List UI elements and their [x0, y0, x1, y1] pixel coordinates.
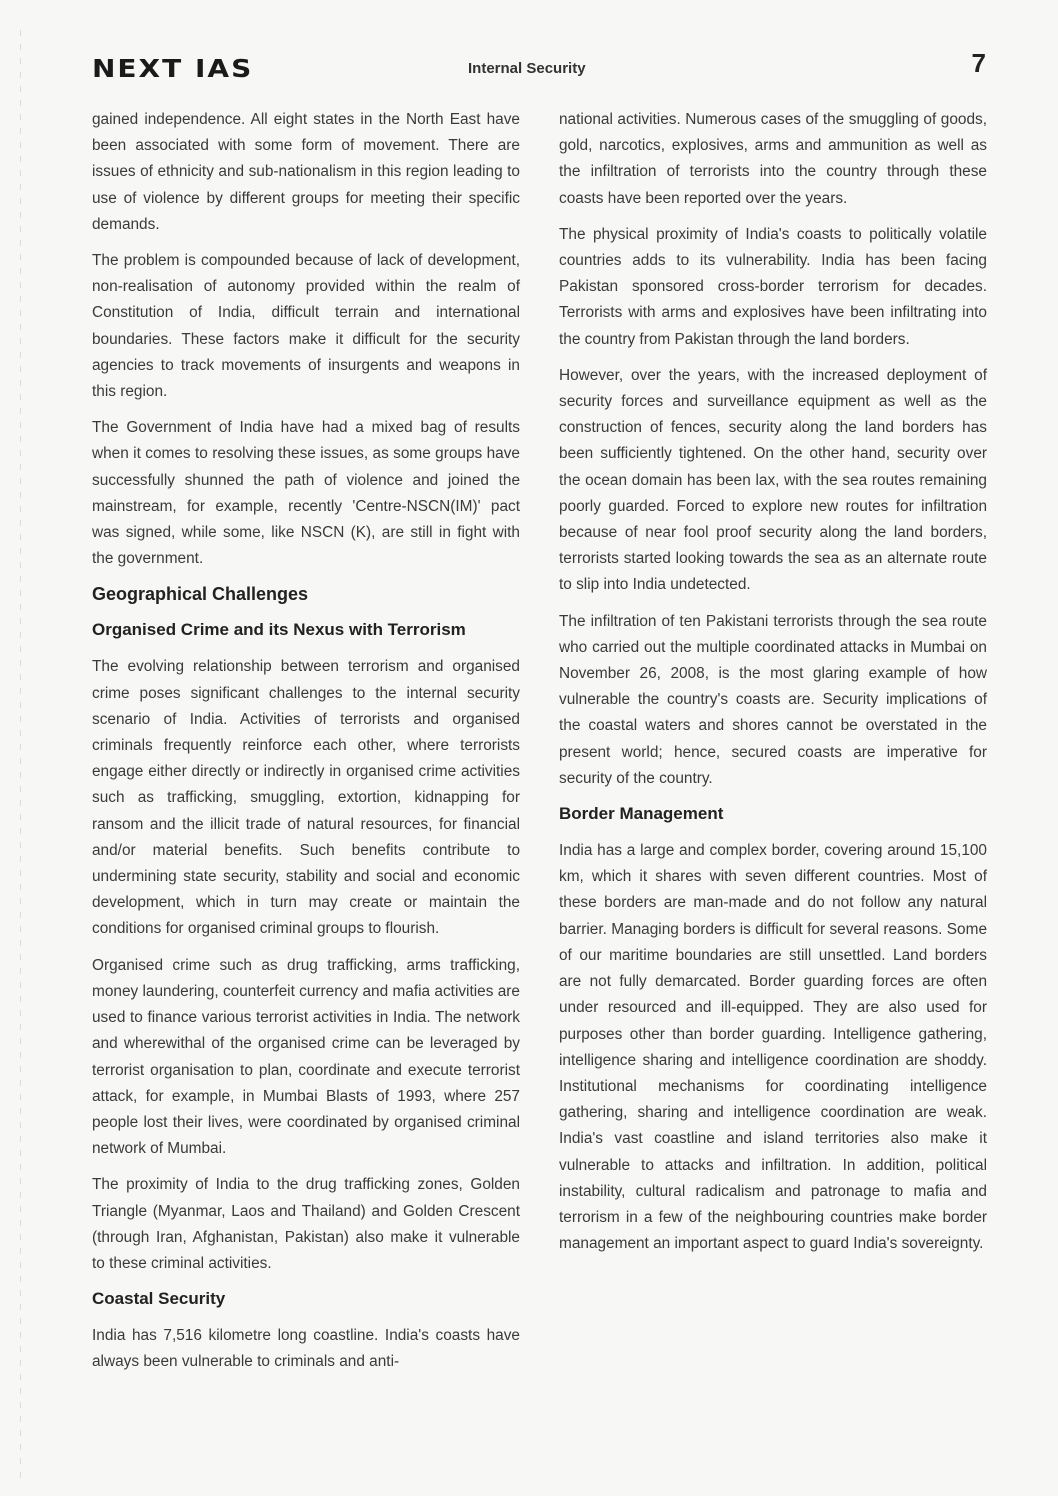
heading-organised-crime: Organised Crime and its Nexus with Terrorism: [92, 620, 466, 640]
paragraph: India has 7,516 kilometre long coastline. India's coasts have always been vulnerable to criminals and anti-: [92, 1327, 520, 1371]
paragraph: The physical proximity of India's coasts to politically volatile countries adds to its vulnerability. India has been facing Pakistan sponsored cross-border terrorism for decades. Terrorists with arms and explosives have been infiltrating into the country from Pakistan through the land borders.: [559, 225, 987, 348]
left-column: [92, 107, 520, 1386]
paragraph: India has a large and complex border, covering around 15,100 km, which it shares with seven different countries. Most of these borders are man-made and do not follow any natural barrier. Managing borders is difficult for several reasons. Some of our maritime boundaries are still unsettled. Land borders are not fully demarcated. Border guarding forces are often under resourced and ill-equipped. They are also used for purposes other than border guarding. Intelligence gathering, intelligence sharing and intelligence coordination are shoddy. Institutional mechanisms for coordinating intelligence gathering, sharing and intelligence coordination are weak. India's vast coastline and island territories also make it vulnerable to attacks and infiltration. In addition, political instability, cultural radicalism and patronage to mafia and terrorism in a few of the neighbouring countries make border management an important aspect to guard India's sovereignty.: [559, 842, 987, 1253]
paragraph: The proximity of India to the drug trafficking zones, Golden Triangle (Myanmar, Laos and Thailand) and Golden Crescent (through Iran, Afghanistan, Pakistan) also make it vulnerable to these criminal activities.: [92, 1176, 520, 1272]
heading-geographical-challenges: Geographical Challenges: [92, 584, 309, 605]
paragraph: The problem is compounded because of lack of development, non-realisation of autonomy provided within the realm of Constitution of India, difficult terrain and international boundaries. These factors make it difficult for the security agencies to track movements of insurgents and weapons in this region.: [92, 252, 520, 401]
paragraph: The Government of India have had a mixed bag of results when it comes to resolving these issues, as some groups have successfully shunned the path of violence and joined the mainstream, for example, recently 'Centre-NSCN(IM)' pact was signed, while some, like NSCN (K), are still in fight with the government.: [92, 419, 520, 568]
scan-edge-mark: [20, 30, 21, 1486]
right-column: [559, 107, 987, 1267]
heading-coastal-security: Coastal Security: [92, 1289, 226, 1309]
paragraph: The evolving relationship between terrorism and organised crime poses significant challenges to the internal security scenario of India. Activities of terrorists and organised criminals frequently reinforce each other, where terrorists engage either directly or indirectly in organised crime activities such as trafficking, smuggling, extortion, kidnapping for ransom and the illicit trade of natural resources, for financial and/or material benefits. Such benefits contribute to undermining state security, stability and social and economic development, which in turn may create or maintain the conditions for organised criminal groups to flourish.: [92, 658, 520, 938]
paragraph: Organised crime such as drug trafficking, arms trafficking, money laundering, counterfeit currency and mafia activities are used to finance various terrorist activities in India. The network and wherewithal of the organised crime can be leveraged by terrorist organisation to plan, coordinate and execute terrorist attack, for example, in Mumbai Blasts of 1993, where 257 people lost their lives, were coordinated by organised criminal network of Mumbai.: [92, 956, 520, 1158]
paragraph: However, over the years, with the increased deployment of security forces and surveillance equipment as well as the construction of fences, security along the land borders has been sufficiently tightened. On the other hand, security over the ocean domain has been lax, with the sea routes remaining poorly guarded. Forced to explore new routes for infiltration because of near fool proof security along the land borders, terrorists started looking towards the sea as an alternate route to slip into India undetected.: [559, 366, 987, 594]
brand-logo: NEXT IAS: [92, 53, 254, 84]
paragraph: The infiltration of ten Pakistani terrorists through the sea route who carried out the multiple coordinated attacks in Mumbai on November 26, 2008, is the most glaring example of how vulnerable the country's coasts are. Security implications of the coastal waters and shores cannot be overstated in the present world; hence, secured coasts are imperative for security of the country.: [559, 612, 987, 787]
running-section-title: Internal Security: [468, 60, 586, 77]
paragraph: national activities. Numerous cases of the smuggling of goods, gold, narcotics, explosives, arms and ammunition as well as the infiltration of terrorists into the country through these coasts have been reported over the years.: [559, 111, 987, 207]
paragraph: gained independence. All eight states in the North East have been associated with some form of movement. There are issues of ethnicity and sub-nationalism in this region leading to use of violence by different groups for meeting their specific demands.: [92, 111, 520, 233]
page-number: 7: [971, 48, 986, 78]
page-header: [92, 46, 992, 90]
heading-border-management: Border Management: [559, 804, 724, 824]
